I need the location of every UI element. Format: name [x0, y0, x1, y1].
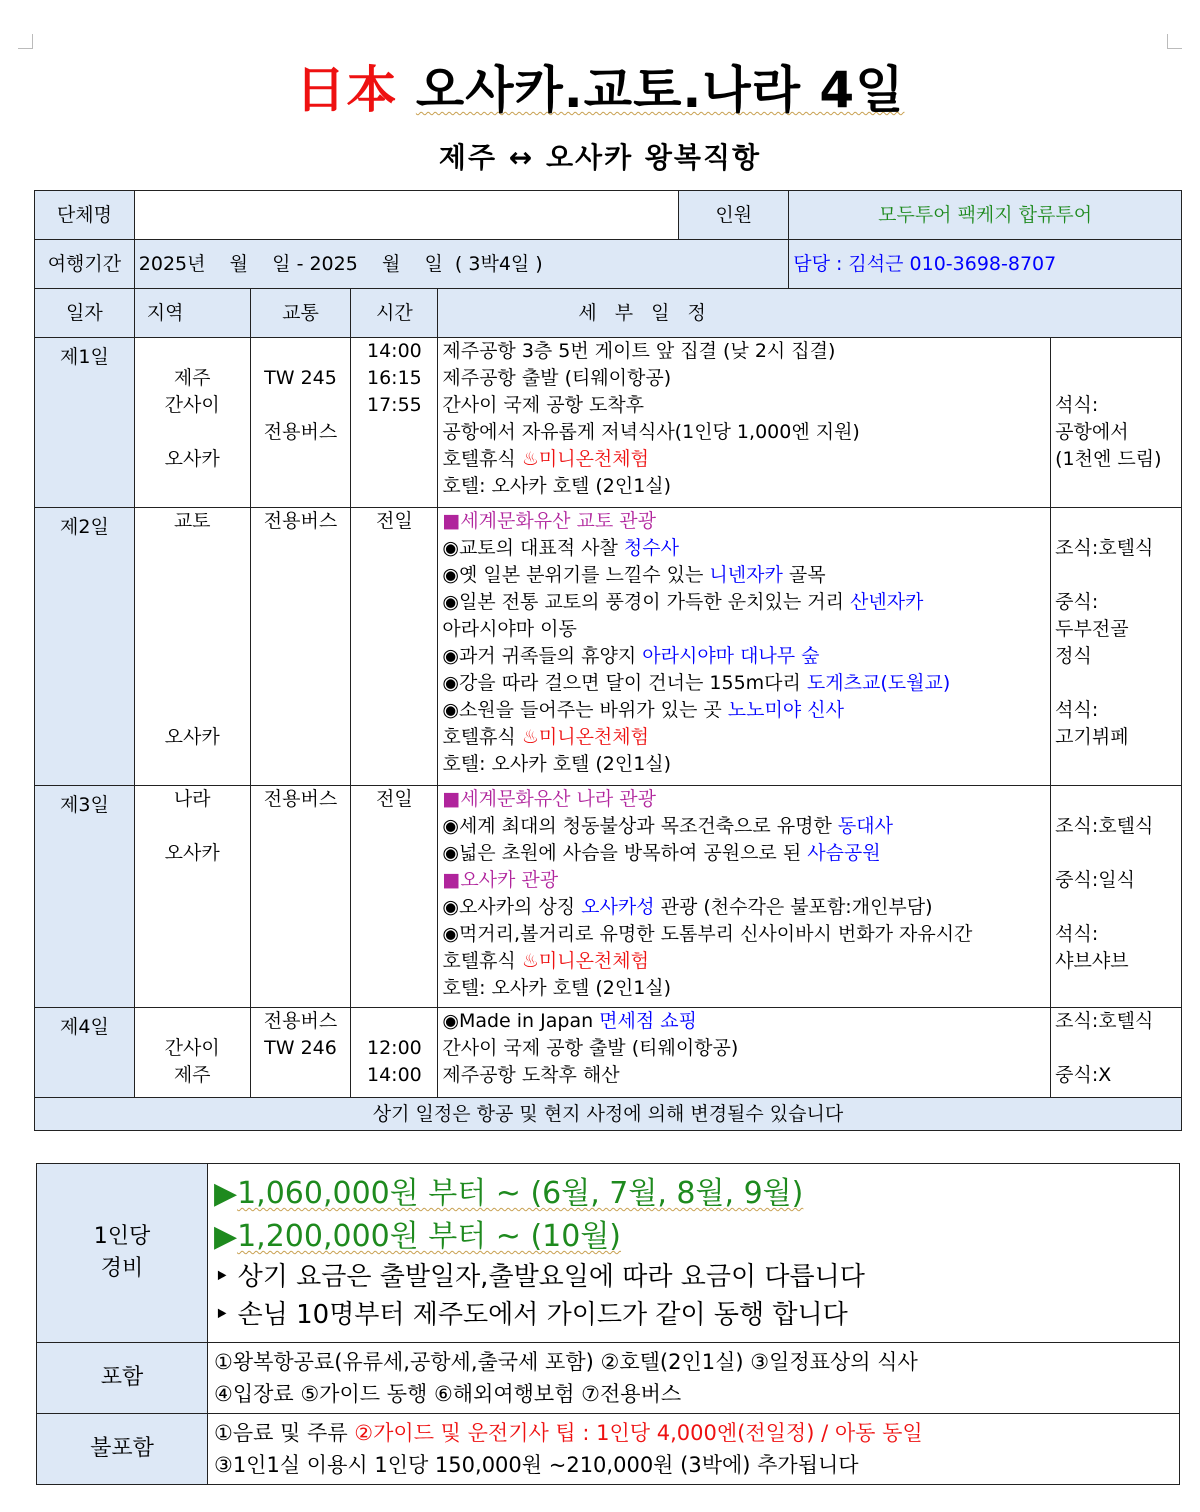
region-line: 제주 [173, 1064, 211, 1086]
place-highlight: 산넨자카 [849, 591, 924, 613]
meal-line: 석식: [1055, 699, 1099, 721]
day-row [35, 1008, 1182, 1098]
schedule-line [442, 365, 1046, 392]
place-highlight: 청수사 [623, 537, 679, 559]
time-line: 16:15 [367, 367, 422, 389]
meal-line [1055, 365, 1177, 392]
region-line: 교토 [173, 510, 211, 532]
transport-line: 전용버스 [263, 510, 338, 532]
time-line: 12:00 [367, 1037, 422, 1059]
meal-line: 조식:호텔식 [1055, 1010, 1154, 1032]
region-line [139, 535, 246, 562]
schedule-line [442, 1008, 1046, 1035]
onsen-highlight: ♨ 미니온천체험 [522, 950, 649, 972]
schedule-line [442, 446, 1046, 473]
col-transport: 교통 [250, 289, 351, 338]
meal-line [1055, 670, 1177, 697]
schedule-text: 과거 귀족들의 휴양지 [458, 645, 643, 667]
schedule-text: 세계문화유산 교토 관광 [460, 510, 656, 532]
schedule-tail: 골목 [782, 564, 826, 586]
region-cell [134, 1008, 250, 1098]
meal-line [1055, 338, 1177, 365]
region-line: 간사이 [164, 394, 220, 416]
region-line [139, 419, 246, 446]
time-line: 전일 [376, 510, 413, 532]
page-title [0, 50, 1200, 122]
time-cell [351, 508, 438, 786]
schedule-line [442, 535, 1046, 562]
time-line: 전일 [376, 788, 413, 810]
schedule-line [442, 948, 1046, 975]
schedule-line [442, 508, 1046, 535]
group-label: 단체명 [35, 191, 135, 240]
region-cell [134, 786, 250, 1008]
transport-cell [250, 786, 351, 1008]
region-line [139, 670, 246, 697]
schedule-text: 아라시야마 이동 [442, 618, 577, 640]
schedule-text: 호텔휴식 [442, 950, 522, 972]
detail-cell [438, 786, 1051, 1008]
itinerary-table [34, 190, 1182, 1131]
price-label [37, 1164, 208, 1343]
excluded-details [208, 1414, 1180, 1485]
time-line: 14:00 [367, 340, 422, 362]
contact-info: 담당 : 김석근 010-3698-8707 [789, 240, 1182, 289]
schedule-text: 호텔: 오사카 호텔 (2인1실) [442, 475, 672, 497]
col-time: 시간 [351, 289, 438, 338]
excluded-line-2: ③1인1실 이용시 1인당 150,000원 ~210,000원 (3박에) 추가됩니다 [214, 1453, 859, 1477]
region-line [139, 1008, 246, 1035]
meal-line: 공항에서 [1055, 421, 1129, 443]
meal-cell [1051, 338, 1182, 508]
schedule-text: 옛 일본 분위기를 느낄수 있는 [458, 564, 710, 586]
schedule-line [442, 867, 1046, 894]
time-cell [351, 786, 438, 1008]
region-cell [134, 338, 250, 508]
meal-line [1055, 786, 1177, 813]
schedule-line [442, 1062, 1046, 1089]
schedule-line [442, 419, 1046, 446]
schedule-line [442, 473, 1046, 500]
detail-cell [438, 338, 1051, 508]
time-cell [351, 1008, 438, 1098]
meal-line: 고기뷔페 [1055, 726, 1129, 748]
price-note-2: ‣ 손님 10명부터 제주도에서 가이드가 같이 동행 합니다 [214, 1296, 1173, 1334]
onsen-highlight: ♨ 미니온천체험 [522, 726, 649, 748]
schedule-line [442, 921, 1046, 948]
day-label: 제4일 [35, 1008, 135, 1098]
meal-line: 중식: [1055, 591, 1099, 613]
meal-cell [1051, 508, 1182, 786]
schedule-line [442, 589, 1046, 616]
meal-line: 조식:호텔식 [1055, 815, 1154, 837]
meal-line: (1천엔 드림) [1055, 448, 1162, 470]
schedule-text: 소원을 들어주는 바위가 있는 곳 [458, 699, 728, 721]
day-row [35, 508, 1182, 786]
price-label-line: 경비 [100, 1256, 144, 1281]
schedule-text: 일본 전통 교토의 풍경이 가득한 운치있는 거리 [458, 591, 850, 613]
place-highlight: 면세점 쇼핑 [599, 1010, 697, 1032]
region-line: 간사이 [164, 1037, 220, 1059]
day-label: 제2일 [35, 508, 135, 786]
transport-cell [250, 508, 351, 786]
schedule-text: 넓은 초원에 사슴을 방목하여 공원으로 된 [458, 842, 808, 864]
schedule-line [442, 562, 1046, 589]
region-line [139, 562, 246, 589]
excluded-label: 불포함 [37, 1414, 208, 1485]
transport-line [255, 392, 347, 419]
schedule-line [442, 894, 1046, 921]
day-label: 제1일 [35, 338, 135, 508]
onsen-highlight: ♨ 미니온천체험 [522, 448, 649, 470]
days-body [35, 338, 1182, 1098]
meal-line: 샤브샤브 [1055, 950, 1129, 972]
meal-line: 두부전골 [1055, 618, 1129, 640]
transport-cell [250, 338, 351, 508]
meal-line [1055, 508, 1177, 535]
schedule-text: 교토의 대표적 사찰 [458, 537, 624, 559]
day-label: 제3일 [35, 786, 135, 1008]
people-label: 인원 [679, 191, 789, 240]
price-label-line: 1인당 [93, 1224, 151, 1249]
schedule-text: 세계문화유산 나라 관광 [460, 788, 656, 810]
place-highlight: 아라시야마 대나무 숲 [642, 645, 820, 667]
place-highlight: 니넨자카 [709, 564, 783, 586]
title-main-part: 오사카.교토.나라 4일 [415, 61, 905, 119]
schedule-text: 강을 따라 걸으면 달이 건너는 155m다리 [458, 672, 807, 694]
schedule-text: 호텔: 오사카 호텔 (2인1실) [442, 753, 672, 775]
included-line-2: ④입장료 ⑤가이드 동행 ⑥해외여행보험 ⑦전용버스 [214, 1382, 682, 1406]
title-red-part: 日本 [295, 61, 398, 119]
group-value[interactable] [134, 191, 678, 240]
place-highlight: 사슴공원 [807, 842, 881, 864]
schedule-line [442, 975, 1046, 1002]
meal-line: 석식: [1055, 394, 1099, 416]
meal-line [1055, 1035, 1177, 1062]
time-line [355, 1008, 433, 1035]
place-highlight: 노노미야 신사 [727, 699, 844, 721]
meal-line [1055, 894, 1177, 921]
meal-cell [1051, 786, 1182, 1008]
schedule-line [442, 670, 1046, 697]
price-note-1: ‣ 상기 요금은 출발일자,출발요일에 따라 요금이 다릅니다 [214, 1258, 1173, 1296]
region-line: 오사카 [164, 448, 220, 470]
agency-name: 모두투어 팩케지 합류투어 [789, 191, 1182, 240]
schedule-tail: 관광 (천수각은 불포함:개인부담) [654, 896, 933, 918]
col-region: 지역 [134, 289, 250, 338]
time-cell [351, 338, 438, 508]
region-line: 오사카 [164, 842, 220, 864]
meal-line: 중식:X [1055, 1064, 1112, 1086]
region-line: 나라 [173, 788, 211, 810]
region-line [139, 616, 246, 643]
page-corner-mark [18, 34, 33, 49]
schedule-text: 제주공항 도착후 해산 [442, 1064, 620, 1086]
schedule-line [442, 751, 1046, 778]
included-details [208, 1343, 1180, 1414]
meal-line: 조식:호텔식 [1055, 537, 1154, 559]
region-line [139, 643, 246, 670]
time-line: 14:00 [367, 1064, 422, 1086]
schedule-text: 간사이 국제 공항 출발 (티웨이항공) [442, 1037, 739, 1059]
excluded-line-1: ①음료 및 주류 ②가이드 및 운전기사 팁 : 1인당 4,000엔(전일정) / 아동 동일 [214, 1421, 923, 1445]
region-line [139, 697, 246, 724]
schedule-text: 먹거리,볼거리로 유명한 도톰부리 신사이바시 번화가 자유시간 [458, 923, 973, 945]
transport-line: TW 246 [264, 1037, 337, 1059]
region-line [139, 338, 246, 365]
period-label: 여행기간 [35, 240, 135, 289]
schedule-line [442, 392, 1046, 419]
schedule-line [442, 1035, 1046, 1062]
meal-cell [1051, 1008, 1182, 1098]
transport-line: 전용버스 [263, 421, 338, 443]
schedule-text: 호텔휴식 [442, 448, 522, 470]
price-line-1: ▶ 1,060,000원 부터 ~ (6월, 7월, 8월, 9월) [214, 1172, 1173, 1215]
page-subtitle: 제주 ↔ 오사카 왕복직항 [438, 141, 762, 174]
meal-line: 정식 [1055, 645, 1092, 667]
included-line-1: ①왕복항공료(유류세,공항세,출국세 포함) ②호텔(2인1실) ③일정표상의 식사 [214, 1350, 918, 1374]
page-corner-mark [1167, 34, 1182, 49]
meal-line: 중식:일식 [1055, 869, 1135, 891]
schedule-line [442, 724, 1046, 751]
detail-cell [438, 1008, 1051, 1098]
schedule-text: 제주공항 출발 (티웨이항공) [442, 367, 672, 389]
schedule-text: 공항에서 자유롭게 저녁식사(1인당 1,000엔 지원) [442, 421, 860, 443]
schedule-line [442, 338, 1046, 365]
schedule-text: 오사카의 상징 [458, 896, 582, 918]
schedule-text: 제주공항 3층 5번 게이트 앞 집결 (낮 2시 집결) [442, 340, 836, 362]
price-details [208, 1164, 1180, 1343]
place-highlight: 동대사 [837, 815, 893, 837]
place-highlight: 도게츠교(도월교) [806, 672, 951, 694]
included-label: 포함 [37, 1343, 208, 1414]
region-line: 제주 [173, 367, 211, 389]
region-line [139, 589, 246, 616]
footnote: 상기 일정은 항공 및 현지 사정에 의해 변경될수 있습니다 [35, 1098, 1182, 1131]
schedule-line [442, 697, 1046, 724]
schedule-text: 간사이 국제 공항 도착후 [442, 394, 645, 416]
schedule-line [442, 840, 1046, 867]
meal-line [1055, 562, 1177, 589]
schedule-text: 오사카 관광 [460, 869, 559, 891]
schedule-line [442, 813, 1046, 840]
region-cell [134, 508, 250, 786]
day-row [35, 786, 1182, 1008]
time-line: 17:55 [367, 394, 422, 416]
region-line: 오사카 [164, 726, 220, 748]
day-row [35, 338, 1182, 508]
transport-line: TW 245 [264, 367, 337, 389]
schedule-line [442, 643, 1046, 670]
meal-line [1055, 840, 1177, 867]
region-line [139, 813, 246, 840]
col-detail: 세 부 일 정 [438, 289, 1182, 338]
place-highlight: 오사카성 [581, 896, 655, 918]
transport-line: 전용버스 [263, 788, 338, 810]
schedule-line [442, 616, 1046, 643]
schedule-text: Made in Japan [458, 1010, 600, 1032]
schedule-text: 호텔휴식 [442, 726, 522, 748]
transport-line: 전용버스 [263, 1010, 338, 1032]
period-value: 2025년 월 일 - 2025 월 일 ( 3박4일 ) [134, 240, 788, 289]
detail-cell [438, 508, 1051, 786]
transport-cell [250, 1008, 351, 1098]
col-day: 일자 [35, 289, 135, 338]
schedule-text: 호텔: 오사카 호텔 (2인1실) [442, 977, 672, 999]
schedule-line [442, 786, 1046, 813]
price-table [36, 1163, 1180, 1485]
transport-line [255, 338, 347, 365]
price-line-2: ▶ 1,200,000원 부터 ~ (10월) [214, 1215, 1173, 1258]
schedule-text: 세계 최대의 청동불상과 목조건축으로 유명한 [458, 815, 838, 837]
meal-line: 석식: [1055, 923, 1099, 945]
